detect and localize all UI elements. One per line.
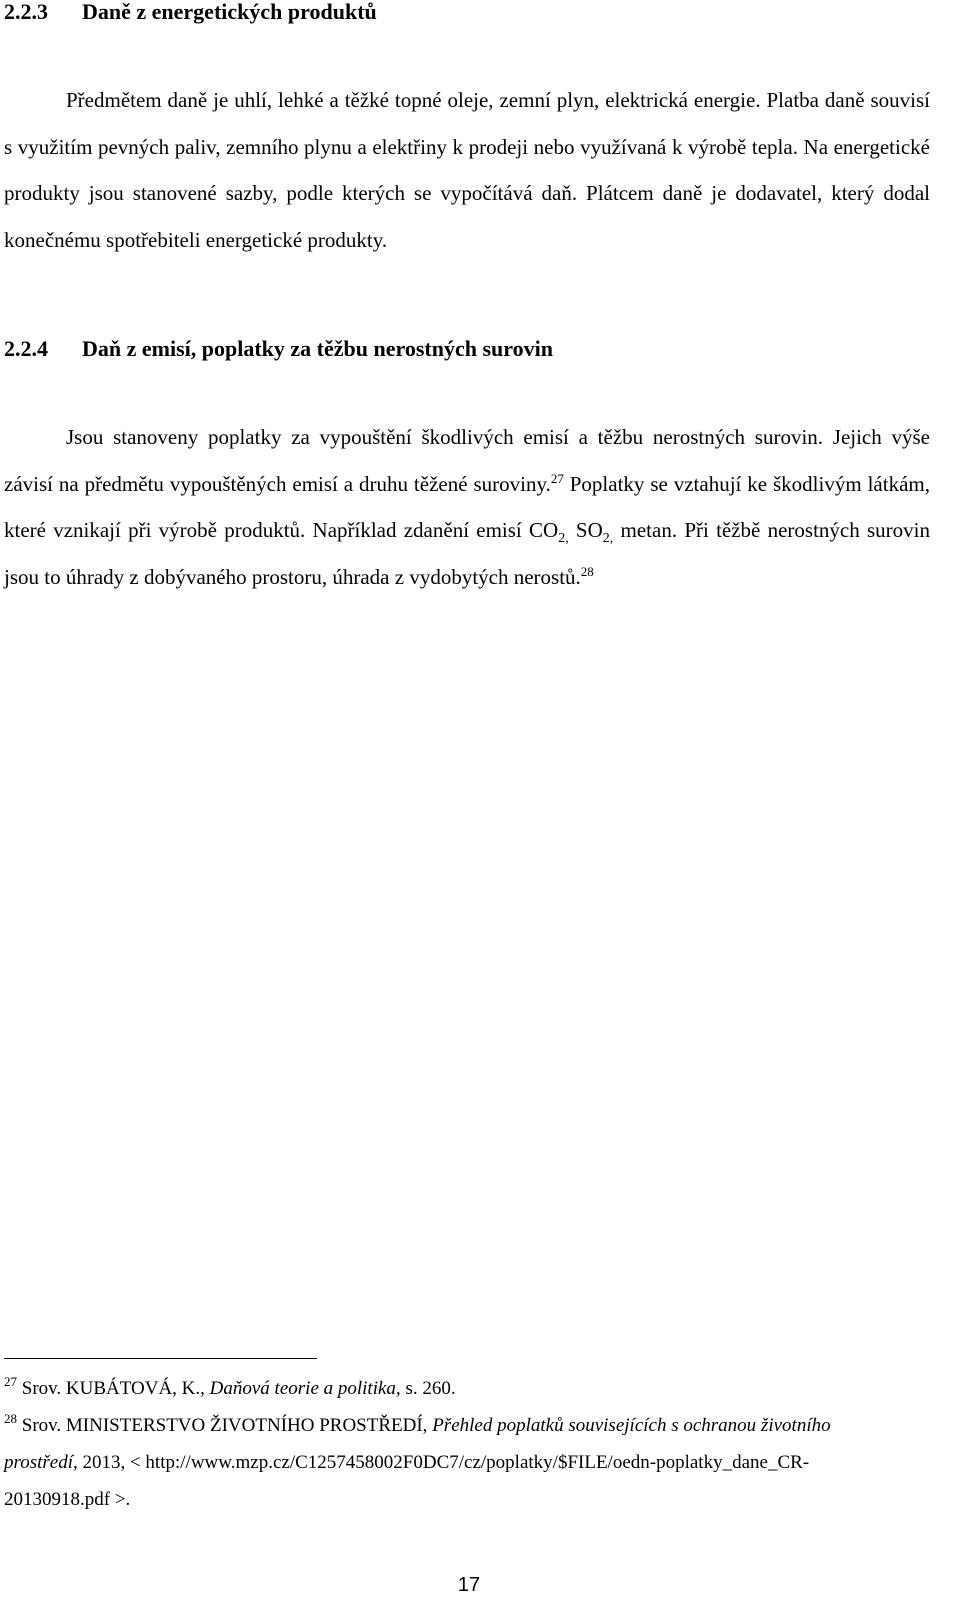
section-title: Daň z emisí, poplatky za těžbu nerostných surovin — [82, 336, 554, 361]
footnote-reference: 28 — [580, 563, 594, 579]
footnote-separator — [4, 1358, 317, 1359]
section-heading-2-2-4 — [4, 338, 553, 360]
footnote-text: Srov. MINISTERSTVO ŽIVOTNÍHO PROSTŘEDÍ, — [17, 1415, 433, 1436]
footnote — [4, 1370, 904, 1407]
section-title: Daně z energetických produktů — [82, 0, 377, 24]
section-number: 2.2.4 — [4, 336, 48, 361]
paragraph-text: metan. Při těžbě nerostných surovin jsou to úhrady z dobývaného prostoru, úhrada z vydobytých nerostů. — [4, 518, 930, 589]
footnote — [4, 1407, 904, 1518]
footnote-italic-title: Přehled poplatků souvisejících s ochranou životního prostředí — [4, 1415, 831, 1473]
footnotes — [4, 1370, 904, 1518]
subscript: 2, — [602, 531, 614, 546]
section-heading-2-2-3 — [4, 1, 377, 23]
subscript: 2, — [558, 531, 569, 546]
footnote-text: , 2013, < http://www.mzp.cz/C1257458002F0DC7/cz/poplatky/$FILE/oedn-poplatky_dane_CR-20130918.pdf >. — [4, 1452, 810, 1510]
paragraph-text: Poplatky se vztahují ke škodlivým látkám, které vznikají při výrobě produktů. Například zdanění emisí CO — [4, 471, 930, 542]
page-number: 17 — [457, 1574, 481, 1596]
footnote-number: 27 — [4, 1374, 17, 1389]
paragraph-text: Jsou stanoveny poplatky za vypouštění škodlivých emisí a těžbu nerostných surovin. Jejich výše závisí na předmětu vypouštěných emisí a druhu těžené suroviny. — [4, 425, 930, 496]
footnote-number: 28 — [4, 1411, 17, 1426]
paragraph-text: SO — [568, 518, 603, 542]
footnote-text: Srov. KUBÁTOVÁ, K., — [17, 1378, 210, 1399]
section-2-2-4-body — [4, 414, 930, 600]
footnote-reference: 27 — [550, 470, 564, 486]
section-number: 2.2.3 — [4, 0, 48, 24]
footnote-italic-title: Daňová teorie a politika, — [209, 1378, 401, 1399]
paragraph — [4, 414, 930, 600]
paragraph: Předmětem daně je uhlí, lehké a těžké topné oleje, zemní plyn, elektrická energie. Platba daně souvisí s využitím pevných paliv, zemního plynu a elektřiny k prodeji nebo využívaná k výrobě tepla. Na energetické produkty jsou stanovené sazby, podle kterých se vypočítává daň. Plátcem daně je dodavatel, který dodal konečnému spotřebiteli energetické produkty. — [4, 88, 930, 252]
footnote-text: s. 260. — [400, 1378, 456, 1399]
section-2-2-3-body — [4, 77, 930, 263]
